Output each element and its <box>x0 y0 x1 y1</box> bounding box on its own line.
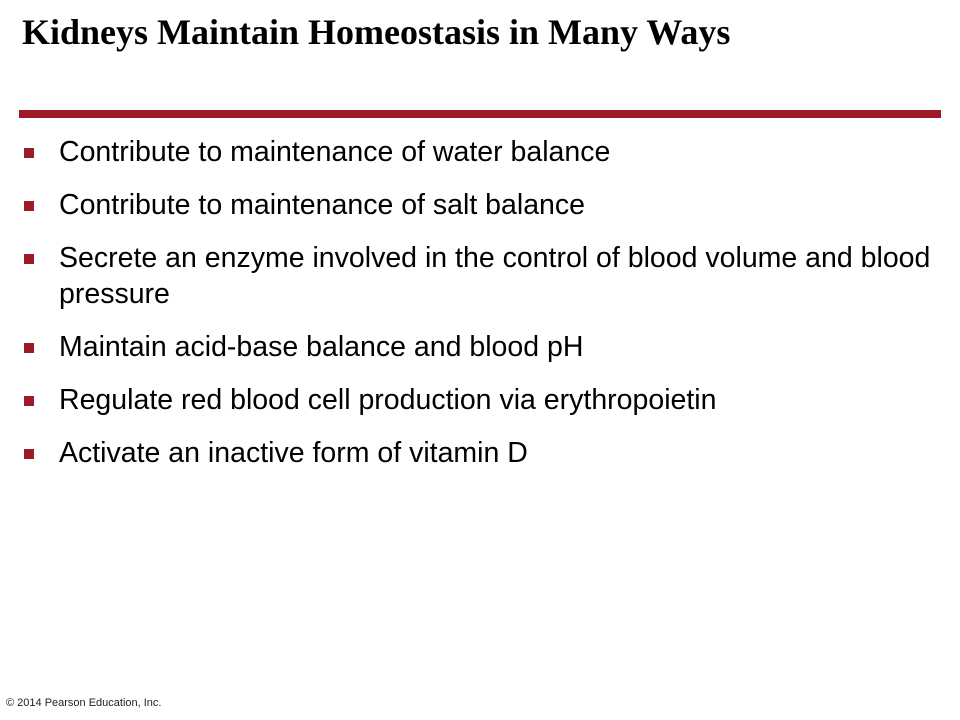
bullet-list <box>0 134 940 488</box>
bullet-item <box>0 240 940 312</box>
bullet-text: Contribute to maintenance of salt balance <box>59 189 585 221</box>
bullet-text: Maintain acid-base balance and blood pH <box>59 331 584 363</box>
slide-title: Kidneys Maintain Homeostasis in Many Ways <box>22 12 731 52</box>
title-divider <box>19 110 941 118</box>
bullet-text: Regulate red blood cell production via erythropoietin <box>59 384 717 416</box>
bullet-text: Activate an inactive form of vitamin D <box>59 437 528 469</box>
copyright-notice: © 2014 Pearson Education, Inc. <box>6 697 162 709</box>
bullet-text: Contribute to maintenance of water balance <box>59 136 611 168</box>
square-bullet-icon <box>24 396 34 406</box>
bullet-item <box>0 435 940 471</box>
bullet-item <box>0 134 940 170</box>
bullet-text: Secrete an enzyme involved in the control of blood volume and blood pressure <box>59 242 931 310</box>
square-bullet-icon <box>24 449 34 459</box>
square-bullet-icon <box>24 254 34 264</box>
bullet-item <box>0 382 940 418</box>
square-bullet-icon <box>24 201 34 211</box>
square-bullet-icon <box>24 343 34 353</box>
bullet-item <box>0 187 940 223</box>
square-bullet-icon <box>24 148 34 158</box>
bullet-item <box>0 329 940 365</box>
